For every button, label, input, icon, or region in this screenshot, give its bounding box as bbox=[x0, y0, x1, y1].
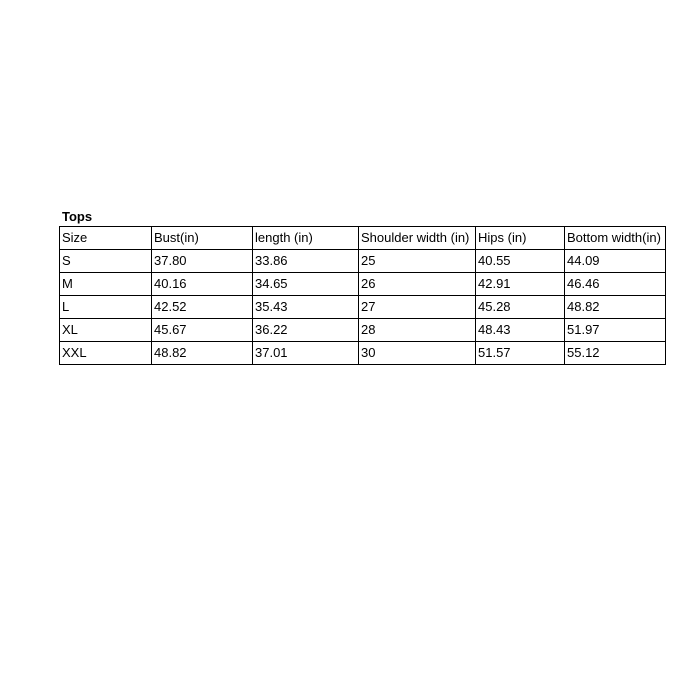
header-cell-shoulder-width: Shoulder width (in) bbox=[359, 227, 476, 250]
table-cell: 28 bbox=[359, 319, 476, 342]
table-row bbox=[60, 250, 666, 273]
table-row bbox=[60, 273, 666, 296]
table-cell: XL bbox=[60, 319, 152, 342]
table-cell: 35.43 bbox=[253, 296, 359, 319]
table-cell: 48.82 bbox=[152, 342, 253, 365]
header-cell-bottom-width: Bottom width(in) bbox=[565, 227, 666, 250]
table-cell: 44.09 bbox=[565, 250, 666, 273]
table-cell: 40.55 bbox=[476, 250, 565, 273]
table-cell: 36.22 bbox=[253, 319, 359, 342]
table-cell: 46.46 bbox=[565, 273, 666, 296]
table-cell: L bbox=[60, 296, 152, 319]
table-cell: 27 bbox=[359, 296, 476, 319]
table-cell: 26 bbox=[359, 273, 476, 296]
table-cell: 51.97 bbox=[565, 319, 666, 342]
table-cell: 45.67 bbox=[152, 319, 253, 342]
header-row bbox=[60, 227, 666, 250]
table-cell: S bbox=[60, 250, 152, 273]
header-cell-hips: Hips (in) bbox=[476, 227, 565, 250]
table-cell: 45.28 bbox=[476, 296, 565, 319]
chart-title: Tops bbox=[62, 209, 93, 224]
table-row bbox=[60, 296, 666, 319]
table-cell: 42.52 bbox=[152, 296, 253, 319]
table-row bbox=[60, 319, 666, 342]
table-cell: 34.65 bbox=[253, 273, 359, 296]
table-cell: M bbox=[60, 273, 152, 296]
table-cell: 33.86 bbox=[253, 250, 359, 273]
table-cell: 40.16 bbox=[152, 273, 253, 296]
size-table bbox=[59, 226, 666, 365]
size-chart bbox=[59, 208, 666, 365]
header-cell-length: length (in) bbox=[253, 227, 359, 250]
table-cell: 51.57 bbox=[476, 342, 565, 365]
table-cell: 42.91 bbox=[476, 273, 565, 296]
table-cell: 48.43 bbox=[476, 319, 565, 342]
header-cell-bust: Bust(in) bbox=[152, 227, 253, 250]
table-cell: 25 bbox=[359, 250, 476, 273]
header-cell-size: Size bbox=[60, 227, 152, 250]
table-cell: 37.80 bbox=[152, 250, 253, 273]
table-cell: 37.01 bbox=[253, 342, 359, 365]
table-row bbox=[60, 342, 666, 365]
table-cell: 55.12 bbox=[565, 342, 666, 365]
table-cell: 48.82 bbox=[565, 296, 666, 319]
table-cell: 30 bbox=[359, 342, 476, 365]
table-cell: XXL bbox=[60, 342, 152, 365]
